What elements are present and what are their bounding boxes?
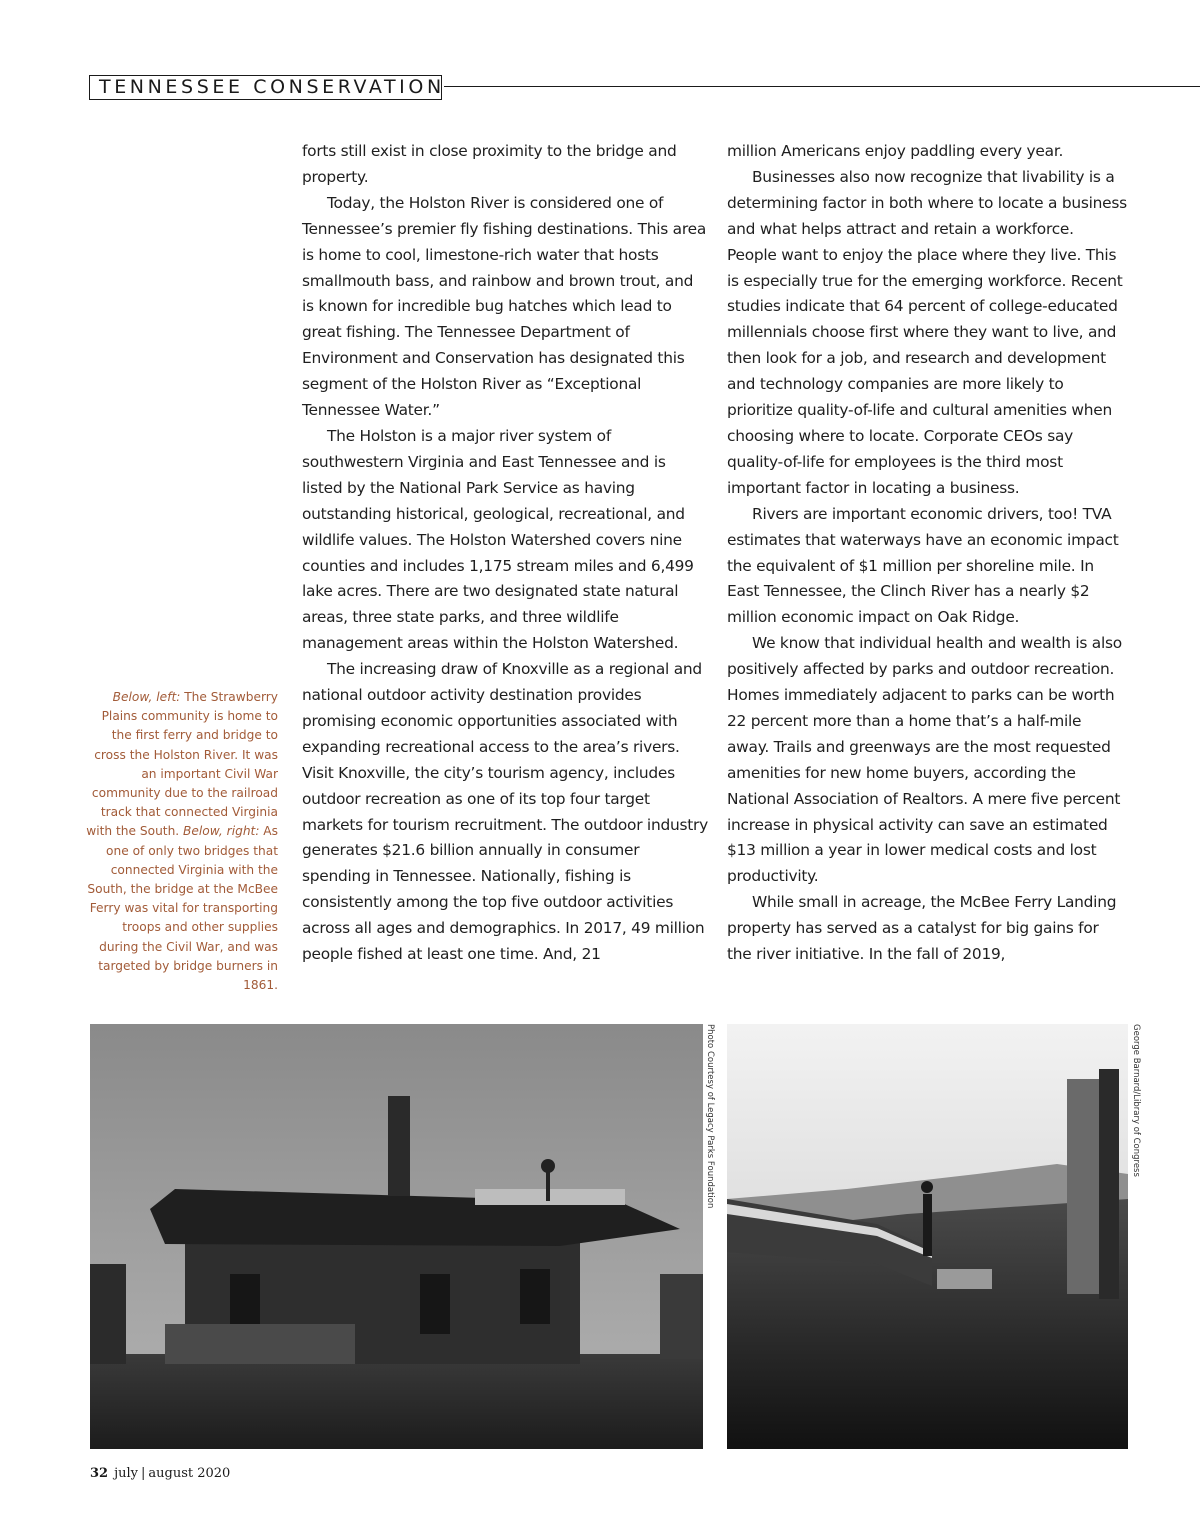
bridge-photo: [727, 1024, 1128, 1449]
footer-separator: |: [141, 1466, 146, 1481]
paragraph: While small in acreage, the McBee Ferry Landing property has served as a catalyst for big gains for the river initiative. In the fall of 2019,: [727, 893, 1117, 964]
photo-caption: [80, 688, 278, 995]
paragraph: We know that individual health and wealth is also positively affected by parks and outdoor recreation. Homes immediately adjacent to parks can be worth 22 percent more than a home that’s a half-mile away. Trails and greenways are the most requested amenities for new home buyers, according the National Association of Realtors. A mere five percent increase in physical activity can save an estimated $13 million a year in lower medical costs and lost productivity.: [727, 634, 1122, 886]
paragraph: The Holston is a major river system of southwestern Virginia and East Tennessee and is listed by the National Park Service as having outstanding historical, geological, recreational, and wildlife values. The Holston Watershed covers nine counties and includes 1,175 stream miles and 6,499 lake acres. There are two designated state natural areas, three state parks, and three wildlife management areas within the Holston Watershed.: [302, 426, 694, 653]
page-number: 32: [90, 1466, 109, 1481]
photo-credit-right: George Barnard/Library of Congress: [1131, 1024, 1141, 1177]
page-footer: [90, 1466, 230, 1486]
photo-credit-left: Photo Courtesy of Legacy Parks Foundation: [705, 1024, 715, 1209]
caption-left-text: The Strawberry Plains community is home to the first ferry and bridge to cross the Holston River. It was an important Civil War community due to the railroad track that connected Virginia with the South.: [86, 690, 278, 839]
paragraph: Rivers are important economic drivers, too! TVA estimates that waterways have an economic impact the equivalent of $1 million per shoreline mile. In East Tennessee, the Clinch River has a nearly $2 million economic impact on Oak Ridge.: [727, 504, 1119, 627]
paragraph: million Americans enjoy paddling every year.: [727, 142, 1064, 160]
article-column-2: [727, 139, 1127, 968]
section-title: TENNESSEE CONSERVATION: [89, 75, 442, 100]
issue-month: july: [114, 1466, 138, 1481]
caption-right-label: Below, right:: [183, 824, 260, 839]
caption-left-label: Below, left:: [112, 690, 181, 704]
issue-date: august 2020: [148, 1466, 231, 1481]
paragraph: Businesses also now recognize that livability is a determining factor in both where to locate a business and what helps attract and retain a workforce. People want to enjoy the place where they live. This is especially true for the emerging workforce. Recent studies indicate that 64 percent of college-educated millennials choose first where they want to live, and then look for a job, and research and development and technology companies are more likely to prioritize quality-of-life and cultural amenities when choosing where to locate. Corporate CEOs say quality-of-life for employees is the third most important factor in locating a business.: [727, 167, 1127, 497]
article-column-1: [302, 139, 708, 968]
depot-photo: [90, 1024, 703, 1449]
paragraph: The increasing draw of Knoxville as a regional and national outdoor activity destination provides promising economic opportunities associated with expanding recreational access to the area’s rivers. Visit Knoxville, the city’s tourism agency, includes outdoor recreation as one of its top four target markets for tourism recruitment. The outdoor industry generates $21.6 billion annually in consumer spending in Tennessee. Nationally, fishing is consistently among the top five outdoor activities across all ages and demographics. In 2017, 49 million people fished at least one time. And, 21: [302, 660, 708, 964]
caption-right-text: As one of only two bridges that connected Virginia with the South, the bridge at the McBee Ferry was vital for transporting troops and other supplies during the Civil War, and was targeted by bridge burners in 1861.: [87, 824, 278, 993]
header-rule: [444, 86, 1200, 87]
paragraph: Today, the Holston River is considered one of Tennessee’s premier fly fishing destinations. This area is home to cool, limestone-rich water that hosts smallmouth bass, and rainbow and brown trout, and is known for incredible bug hatches which lead to great fishing. The Tennessee Department of Environment and Conservation has designated this segment of the Holston River as “Exceptional Tennessee Water.”: [302, 193, 706, 420]
paragraph: forts still exist in close proximity to the bridge and property.: [302, 142, 677, 186]
